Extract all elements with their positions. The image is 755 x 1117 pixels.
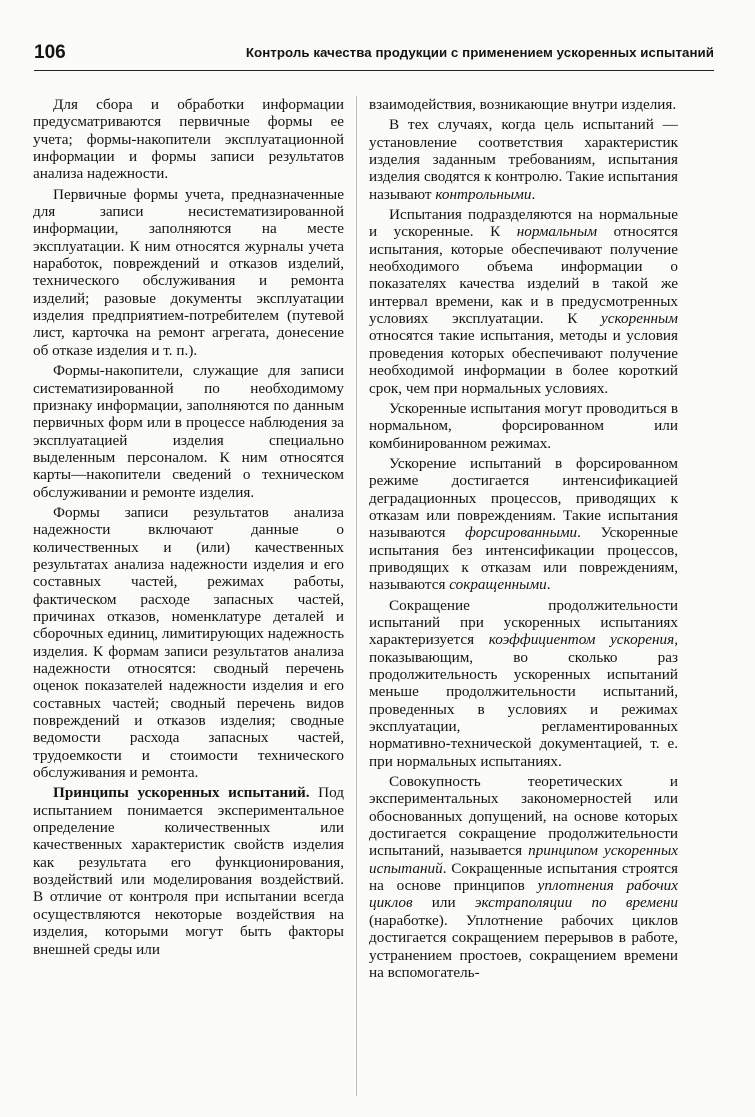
text-run: Формы-накопители, служащие для записи систематизированной по необходимому признаку информации, заполняются по данным первичных форм или в процессе наблюдения за эксплуатацией изделия специально выделенным персоналом. К ним относятся карты—накопители сведений о техническом обслуживании и ремонте изделия. [33, 362, 344, 501]
page-number: 106 [34, 42, 66, 63]
paragraph [369, 116, 678, 203]
running-title: Контроль качества продукции с применением ускоренных испытаний [245, 45, 714, 60]
text-run: взаимодействия, возникающие внутри изделия. [369, 96, 677, 113]
text-run: . [531, 185, 536, 203]
italic-term: уплотнения рабочих циклов [369, 877, 678, 912]
paragraph [33, 96, 344, 183]
text-run: . Сокращенные испытания строятся на основе принципов [369, 859, 678, 895]
text-run: Испытания подразделяются на нормальные и ускоренные. К [369, 206, 678, 241]
italic-term: нормальным [516, 223, 598, 241]
text-run: Ускоренные испытания могут проводиться в нормальном, форсированном или комбинированном режимах. [369, 399, 678, 452]
text-run: относятся испытания, которые обеспечивают получение необходимого объема информации о показателях качества изделий в такой же интервал времени, как и в предусмотренных условиях эксплуатации. К [369, 223, 678, 328]
text-run: В тех случаях, когда цель испытаний — установление соответствия характеристик изделия заданным требованиям, испытания изделия сводятся к контролю. Такие испытания называют [369, 116, 678, 203]
italic-term: принципом ускоренных испытаний [369, 842, 678, 877]
text-run: Формы записи результатов анализа надежности включают данные о количественных и (или) качественных результатах анализа надежности изделия и его составных частей, режимах работы, фактическом расходе запасных частей, причинах отказов, номенклатуре деталей и сборочных единиц, лимитирующих надежность изделия. К формам записи результатов анализа надежности относятся: сводный перечень оценок показателей надежности изделия и его составных частей; сводный перечень видов повреждений и отказов изделия; сводные ведомости расхода запасных частей, трудоемкости и стоимости технического обслуживания и ремонта. [33, 503, 344, 782]
column-divider [356, 96, 357, 1096]
text-run: относятся такие испытания, методы и условия проведения которых обеспечивают получение необходимой информации в более короткий срок, чем при нормальных условиях. [369, 327, 678, 397]
paragraph [33, 784, 344, 957]
paragraph [33, 504, 344, 782]
paragraph [33, 186, 344, 359]
italic-term: коэффициентом ускорения [488, 631, 675, 649]
text-run: или [412, 894, 475, 912]
text-run: Под испытанием понимается экспериментальное определение количественных или качественных характеристик свойств изделия как результата его функционирования, воздействий или моделирования воздействий. В отличие от контроля при испытании всегда осуществляются некоторые воздействия на изделия, которыми могут быть факторы внешней среды или [33, 784, 344, 958]
paragraph [369, 206, 678, 397]
italic-term: ускоренным [601, 310, 678, 328]
text-run: . [546, 576, 551, 594]
paragraph [369, 96, 678, 113]
text-run: Для сбора и обработки информации предусматриваются первичные формы ее учета; формы-накопители эксплуатационной информации и формы записи результатов анализа надежности. [33, 96, 344, 183]
text-run: (наработке). Уплотнение рабочих циклов достигается сокращением перерывов в работе, устранением простоев, сокращением времени на вспомогатель- [369, 911, 678, 981]
text-run: Ускорение испытаний в форсированном режиме достигается интенсификацией деградационных процессов, приводящих к отказам или повреждениям. Такие испытания называются [369, 454, 678, 542]
italic-term: форсированными [465, 524, 578, 542]
text-run: Сокращение продолжительности испытаний при ускоренных испытаниях характеризуется [369, 596, 678, 649]
italic-term: экстраполяции по времени [474, 894, 678, 912]
text-run: Совокупность теоретических и экспериментальных закономерностей или обоснованных допущений, на основе которых достигается сокращение продолжительности испытаний, называется [369, 773, 678, 860]
text-run: , показывающим, во сколько раз продолжительность ускоренных испытаний меньше продолжительности испытаний, проведенных в условиях и режимах эксплуатации, регламентированных нормативно-технической документацией, т. е. при нормальных испытаниях. [369, 631, 678, 770]
paragraph [33, 362, 344, 501]
text-run: Первичные формы учета, предназначенные для записи несистематизированной информации, заполняются на месте эксплуатации. К ним относятся журналы учета наработок, повреждений и отказов изделий, технического обслуживания и ремонта изделий; разовые документы эксплуатации изделия предприятием-потребителем (путевой лист, карточка на ремонт агрегата, донесение об отказе изделия и т. п.). [33, 185, 344, 359]
left-text-column [33, 96, 344, 958]
italic-term: сокращенными [449, 576, 547, 594]
page-header [34, 40, 714, 71]
italic-term: контрольными [435, 185, 532, 203]
section-heading: Принципы ускоренных испытаний. [53, 784, 310, 802]
paragraph [369, 455, 678, 594]
right-text-column [369, 96, 678, 981]
paragraph [369, 773, 678, 981]
paragraph [369, 400, 678, 452]
paragraph [369, 597, 678, 770]
text-run: . Ускоренные испытания без интенсификации процессов, приводящих к отказам или повреждениям, называются [369, 524, 679, 594]
